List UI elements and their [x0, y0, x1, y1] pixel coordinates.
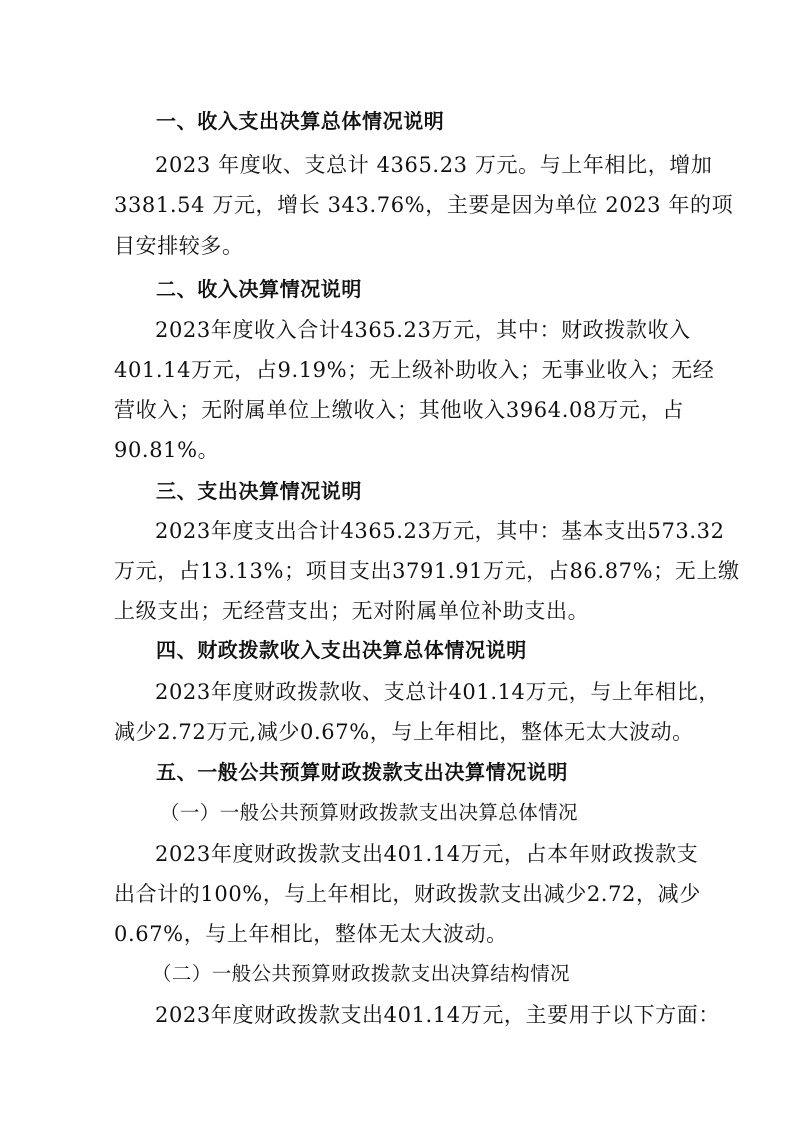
subsection-5-2-heading: （二）一般公共预算财政拨款支出决算结构情况 [152, 962, 570, 985]
section-3-line-2: 万元，占13.13%；项目支出3791.91万元，占86.87%；无上缴 [114, 559, 740, 583]
section-2-heading: 二、收入决算情况说明 [156, 277, 362, 301]
subsection-5-1-heading: （一）一般公共预算财政拨款支出决算总体情况 [160, 801, 578, 824]
section-4-line-2: 减少2.72万元,减少0.67%，与上年相比，整体无太大波动。 [114, 720, 694, 744]
section-3-line-3: 上级支出；无经营支出；无对附属单位补助支出。 [114, 599, 590, 623]
subsection-5-1-line-2: 出合计的100%，与上年相比，财政拨款支出减少2.72，减少 [114, 882, 701, 906]
section-1-line-3: 目安排较多。 [114, 234, 244, 258]
section-1-heading: 一、收入支出决算总体情况说明 [156, 109, 445, 133]
section-2-line-4: 90.81%。 [114, 438, 220, 462]
subsection-5-1-line-1: 2023年度财政拨款支出401.14万元，占本年财政拨款支 [155, 842, 699, 866]
section-3-heading: 三、支出决算情况说明 [156, 479, 362, 503]
section-5-heading: 五、一般公共预算财政拨款支出决算情况说明 [156, 760, 568, 784]
subsection-5-1-line-3: 0.67%，与上年相比，整体无太大波动。 [114, 922, 508, 946]
subsection-5-2-line-1: 2023年度财政拨款支出401.14万元，主要用于以下方面： [155, 1003, 720, 1027]
section-2-line-1: 2023年度收入合计4365.23万元，其中：财政拨款收入 [155, 318, 691, 342]
section-4-line-1: 2023年度财政拨款收、支总计401.14万元，与上年相比， [155, 680, 720, 704]
section-2-line-2: 401.14万元，占9.19%；无上级补助收入；无事业收入；无经 [114, 358, 715, 382]
section-1-line-1: 2023 年度收、支总计 4365.23 万元。与上年相比，增加 [155, 153, 713, 177]
section-2-line-3: 营收入；无附属单位上缴收入；其他收入3964.08万元，占 [114, 398, 684, 422]
section-4-heading: 四、财政拨款收入支出决算总体情况说明 [156, 638, 527, 662]
section-1-line-2: 3381.54 万元，增长 343.76%，主要是因为单位 2023 年的项 [114, 193, 734, 217]
section-3-line-1: 2023年度支出合计4365.23万元，其中：基本支出573.32 [155, 519, 725, 543]
